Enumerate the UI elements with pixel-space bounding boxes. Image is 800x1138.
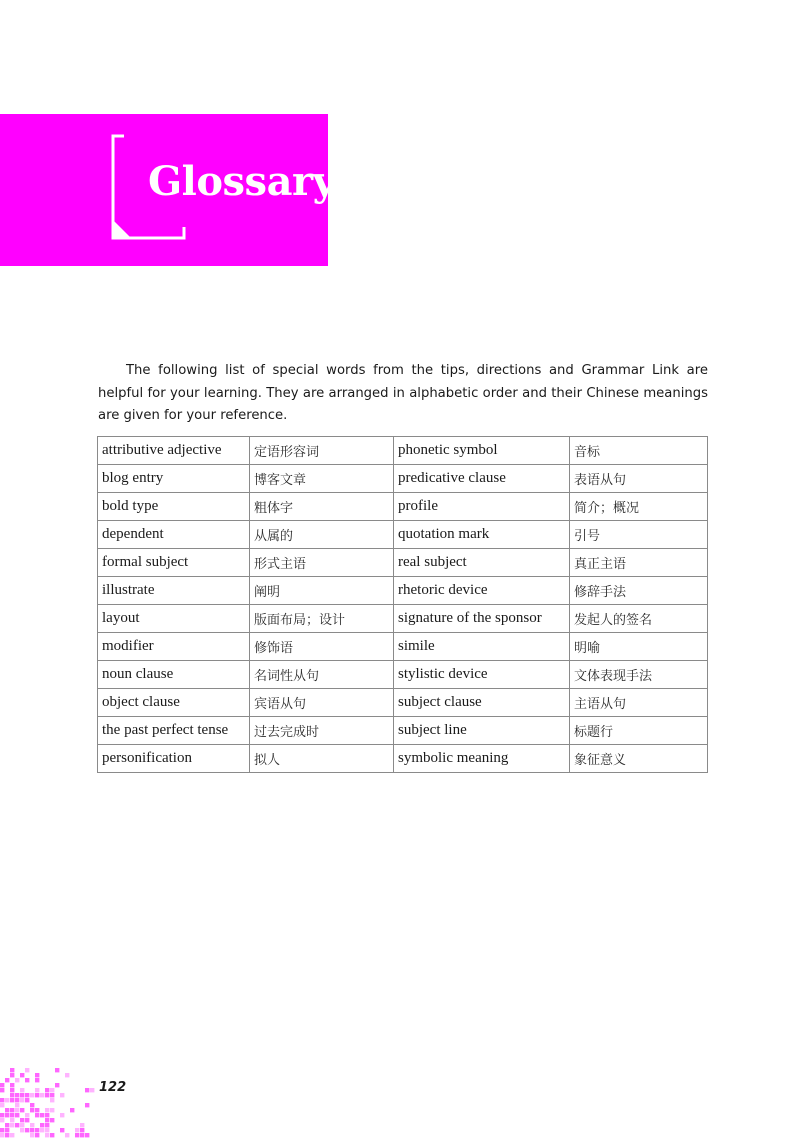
glossary-meaning-cell: 从属的 bbox=[250, 521, 394, 549]
glossary-term-cell: formal subject bbox=[98, 549, 250, 577]
glossary-header-banner bbox=[0, 114, 336, 266]
pixel-pattern-decoration-icon bbox=[0, 1068, 96, 1138]
table-row bbox=[98, 661, 708, 689]
page-title: Glossary bbox=[148, 158, 336, 205]
glossary-term-cell: predicative clause bbox=[394, 465, 570, 493]
glossary-term-cell: stylistic device bbox=[394, 661, 570, 689]
glossary-term-cell: attributive adjective bbox=[98, 437, 250, 465]
glossary-term-cell: bold type bbox=[98, 493, 250, 521]
table-row bbox=[98, 689, 708, 717]
glossary-meaning-cell: 形式主语 bbox=[250, 549, 394, 577]
glossary-term-cell: modifier bbox=[98, 633, 250, 661]
glossary-term-cell: illustrate bbox=[98, 577, 250, 605]
table-row bbox=[98, 717, 708, 745]
table-row bbox=[98, 437, 708, 465]
table-row bbox=[98, 745, 708, 773]
glossary-term-cell: signature of the sponsor bbox=[394, 605, 570, 633]
glossary-term-cell: noun clause bbox=[98, 661, 250, 689]
glossary-meaning-cell: 主语从句 bbox=[570, 689, 708, 717]
glossary-table-body bbox=[98, 437, 708, 773]
glossary-term-cell: personification bbox=[98, 745, 250, 773]
glossary-term-cell: dependent bbox=[98, 521, 250, 549]
glossary-term-cell: rhetoric device bbox=[394, 577, 570, 605]
glossary-meaning-cell: 象征意义 bbox=[570, 745, 708, 773]
glossary-term-cell: real subject bbox=[394, 549, 570, 577]
glossary-meaning-cell: 名词性从句 bbox=[250, 661, 394, 689]
glossary-meaning-cell: 发起人的签名 bbox=[570, 605, 708, 633]
table-row bbox=[98, 521, 708, 549]
glossary-meaning-cell: 宾语从句 bbox=[250, 689, 394, 717]
glossary-table bbox=[97, 436, 708, 773]
glossary-meaning-cell: 真正主语 bbox=[570, 549, 708, 577]
glossary-meaning-cell: 拟人 bbox=[250, 745, 394, 773]
glossary-meaning-cell: 阐明 bbox=[250, 577, 394, 605]
glossary-meaning-cell: 文体表现手法 bbox=[570, 661, 708, 689]
glossary-meaning-cell: 明喻 bbox=[570, 633, 708, 661]
table-row bbox=[98, 493, 708, 521]
glossary-term-cell: quotation mark bbox=[394, 521, 570, 549]
table-row bbox=[98, 633, 708, 661]
table-row bbox=[98, 605, 708, 633]
glossary-meaning-cell: 过去完成时 bbox=[250, 717, 394, 745]
glossary-meaning-cell: 表语从句 bbox=[570, 465, 708, 493]
page-number: 122 bbox=[99, 1080, 127, 1095]
glossary-meaning-cell: 修辞手法 bbox=[570, 577, 708, 605]
glossary-meaning-cell: 粗体字 bbox=[250, 493, 394, 521]
glossary-meaning-cell: 引号 bbox=[570, 521, 708, 549]
glossary-term-cell: subject line bbox=[394, 717, 570, 745]
glossary-term-cell: phonetic symbol bbox=[394, 437, 570, 465]
table-row bbox=[98, 465, 708, 493]
glossary-meaning-cell: 音标 bbox=[570, 437, 708, 465]
glossary-term-cell: profile bbox=[394, 493, 570, 521]
glossary-term-cell: symbolic meaning bbox=[394, 745, 570, 773]
glossary-meaning-cell: 简介；概况 bbox=[570, 493, 708, 521]
intro-paragraph: The following list of special words from the tips, directions and Grammar Link are helpful for your learning. They are arranged in alphabetic order and their Chinese meanings are given for your reference. bbox=[98, 363, 708, 423]
glossary-term-cell: simile bbox=[394, 633, 570, 661]
glossary-term-cell: the past perfect tense bbox=[98, 717, 250, 745]
glossary-term-cell: blog entry bbox=[98, 465, 250, 493]
glossary-term-cell: layout bbox=[98, 605, 250, 633]
glossary-meaning-cell: 定语形容词 bbox=[250, 437, 394, 465]
glossary-meaning-cell: 标题行 bbox=[570, 717, 708, 745]
glossary-meaning-cell: 版面布局；设计 bbox=[250, 605, 394, 633]
glossary-term-cell: object clause bbox=[98, 689, 250, 717]
glossary-meaning-cell: 修饰语 bbox=[250, 633, 394, 661]
glossary-meaning-cell: 博客文章 bbox=[250, 465, 394, 493]
table-row bbox=[98, 577, 708, 605]
glossary-term-cell: subject clause bbox=[394, 689, 570, 717]
table-row bbox=[98, 549, 708, 577]
